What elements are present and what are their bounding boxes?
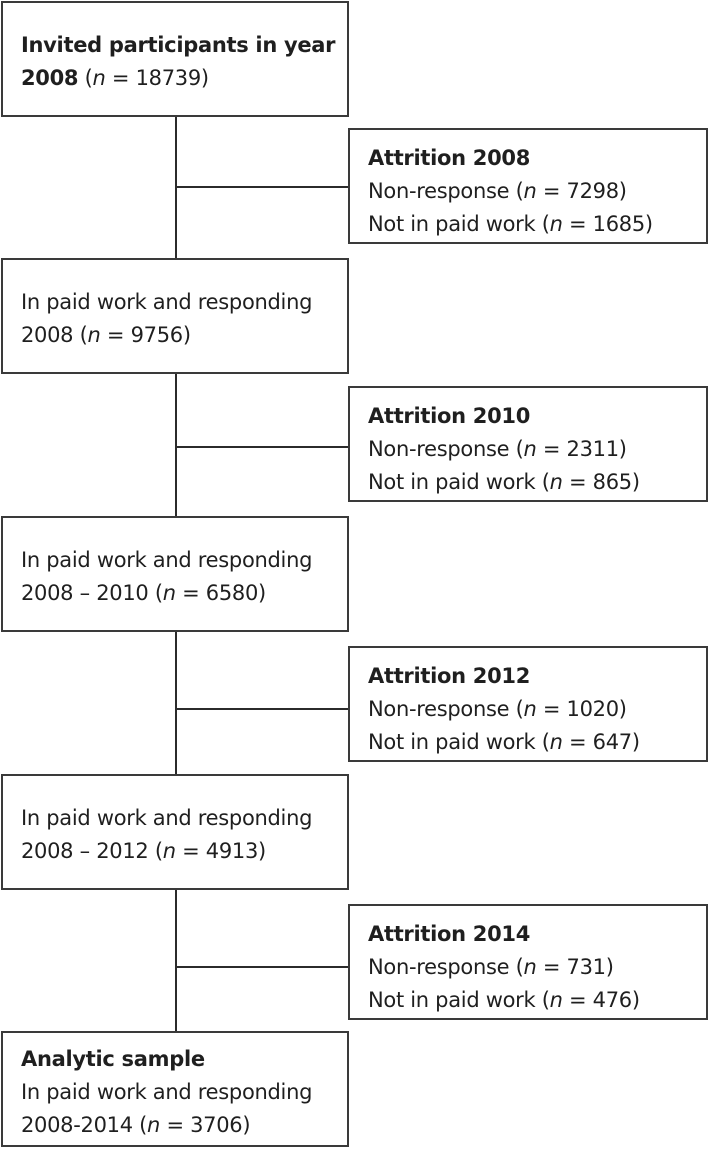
attrition-2008-not-paid: Not in paid work (n = 1685) [368, 212, 653, 236]
attrition-2014-box [348, 904, 708, 1020]
connector-invited-to-2008 [175, 116, 177, 260]
responding-2010-line1: In paid work and responding [21, 548, 313, 572]
attrition-2008-title: Attrition 2008 [368, 146, 531, 170]
attrition-2014-nonresponse: Non-response (n = 731) [368, 955, 614, 979]
attrition-2012-nonresponse: Non-response (n = 1020) [368, 697, 627, 721]
invited-open-paren: ( [78, 66, 93, 90]
responding-2012-box [1, 774, 349, 890]
analytic-sample-line1: In paid work and responding [21, 1080, 313, 1104]
analytic-sample-line2: 2008-2014 (n = 3706) [21, 1113, 251, 1137]
attrition-2010-nonresponse: Non-response (n = 2311) [368, 437, 627, 461]
responding-2010-line2: 2008 – 2010 (n = 6580) [21, 581, 266, 605]
responding-2010-box [1, 516, 349, 632]
attrition-2014-not-paid: Not in paid work (n = 476) [368, 988, 640, 1012]
branch-attrition-2008 [175, 186, 350, 188]
responding-2008-line1: In paid work and responding [21, 290, 313, 314]
responding-2012-line2: 2008 – 2012 (n = 4913) [21, 839, 266, 863]
connector-2008-to-2010 [175, 373, 177, 517]
attrition-2012-box [348, 646, 708, 762]
responding-2008-line2: 2008 (n = 9756) [21, 323, 191, 347]
invited-count-line [21, 62, 347, 95]
attrition-2014-title: Attrition 2014 [368, 922, 531, 946]
attrition-2010-not-paid: Not in paid work (n = 865) [368, 470, 640, 494]
invited-participants-box [1, 1, 349, 117]
attrition-2010-title: Attrition 2010 [368, 404, 531, 428]
connector-2010-to-2012 [175, 631, 177, 775]
responding-2008-box [1, 258, 349, 374]
attrition-2012-title: Attrition 2012 [368, 664, 531, 688]
attrition-2008-nonresponse: Non-response (n = 7298) [368, 179, 627, 203]
branch-attrition-2012 [175, 708, 350, 710]
attrition-2008-box [348, 128, 708, 244]
connector-2012-to-final [175, 889, 177, 1032]
invited-title-line: Invited participants in year [21, 33, 336, 57]
invited-n-symbol: n [92, 66, 106, 90]
branch-attrition-2014 [175, 966, 350, 968]
analytic-sample-box [1, 1031, 349, 1147]
analytic-sample-title: Analytic sample [21, 1047, 205, 1071]
invited-year: 2008 [21, 66, 79, 90]
attrition-2010-box [348, 386, 708, 502]
invited-count: = 18739) [105, 66, 209, 90]
responding-2012-line1: In paid work and responding [21, 806, 313, 830]
branch-attrition-2010 [175, 446, 350, 448]
attrition-2012-not-paid: Not in paid work (n = 647) [368, 730, 640, 754]
